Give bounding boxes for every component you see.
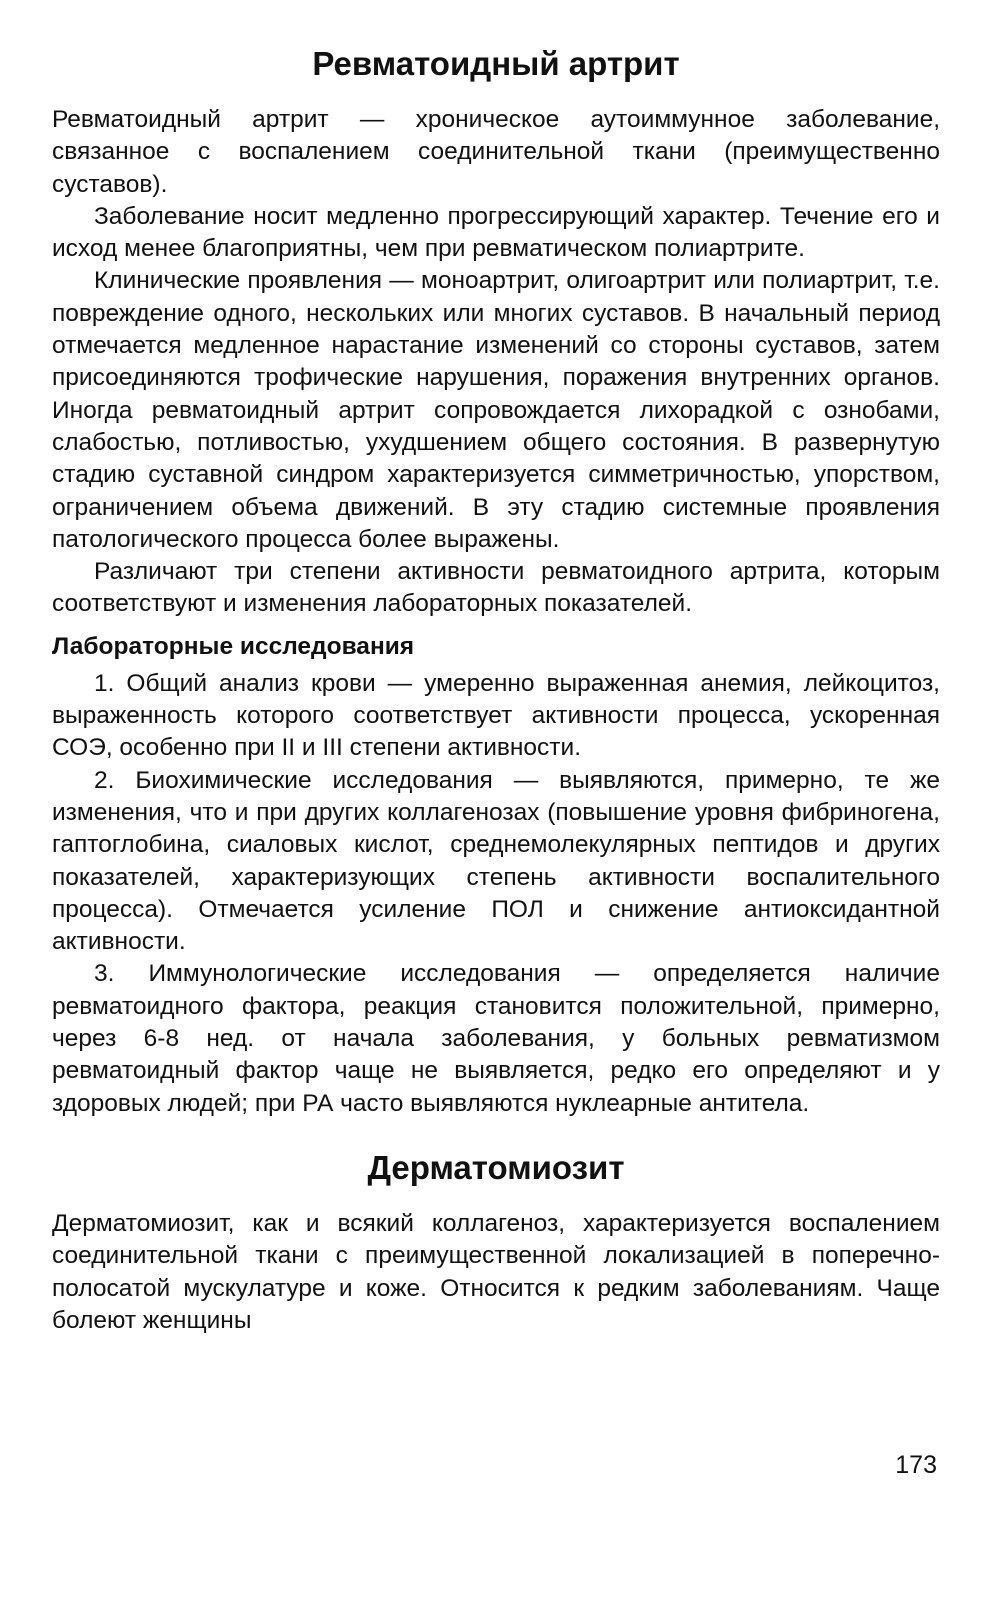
lab-item-blood-test: 1. Общий анализ крови — умеренно выраженная анемия, лейкоцитоз, выраженность которого соответствует активности процесса, ускоренная СОЭ, особенно при II и III степени активности. [52, 669, 940, 762]
page-content [52, 38, 940, 1337]
paragraph-activity-degrees: Различают три степени активности ревматоидного артрита, которым соответствуют и изменения лабораторных показателей. [52, 558, 940, 618]
paragraph-clinical: Клинические проявления — моноартрит, олигоартрит или полиартрит, т.е. повреждение одного, нескольких или многих суставов. В начальный период отмечается медленное нарастание изменений со стороны суставов, затем присоединяются трофические нарушения, поражения внутренних органов. Иногда ревматоидный артрит сопровождается лихорадкой с ознобами, слабостью, потливостью, ухудшением общего состояния. В развернутую стадию суставной синдром характеризуется симметричностью, упорством, ограничением объема движений. В эту стадию системные проявления патологического процесса более выражены. [52, 267, 940, 553]
paragraph-course: Заболевание носит медленно прогрессирующий характер. Течение его и исход менее благоприятны, чем при ревматическом полиартрите. [52, 202, 940, 263]
lab-item-immunological: 3. Иммунологические исследования — определяется наличие ревматоидного фактора, реакция становится положительной, примерно, через 6-8 нед. от начала заболевания, у больных ревматизмом ревматоидный фактор чаще не выявляется, редко его определяют и у здоровых людей; при РА часто выявляются нуклеарные антитела. [52, 960, 940, 1117]
paragraph-definition: Ревматоидный артрит — хроническое аутоиммунное заболевание, связанное с воспалением соединительной ткани (преимущественно суставов). [52, 106, 940, 198]
page-number: 173 [895, 1451, 937, 1479]
section-title-dermatomyositis: Дерматомиозит [367, 1148, 625, 1186]
paragraph-dermatomyositis: Дерматомиозит, как и всякий коллагеноз, характеризуется воспалением соединительной ткани с преимущественной локализацией в поперечно-полосатой мускулатуре и коже. Относится к редким заболеваниям. Чаще болеют женщины [52, 1209, 940, 1334]
section-title-rheumatoid-arthritis: Ревматоидный артрит [312, 45, 680, 82]
subheading-lab-tests: Лабораторные исследования [52, 632, 415, 660]
lab-item-biochemical: 2. Биохимические исследования — выявляются, примерно, те же изменения, что и при других коллагенозах (повышение уровня фибриногена, гаптоглобина, сиаловых кислот, среднемолекулярных пептидов и других показателей, характеризующих степень активности воспалительного процесса). Отмечается усиление ПОЛ и снижение антиоксидантной активности. [52, 766, 940, 956]
